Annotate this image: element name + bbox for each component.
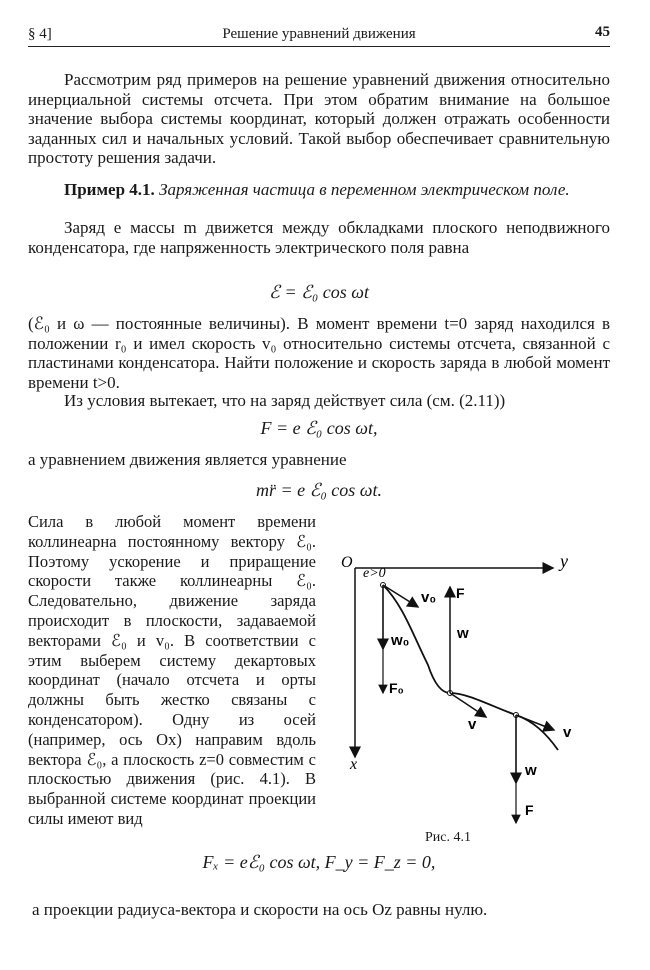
label-y: y [560, 551, 568, 571]
vector-v0 [383, 585, 418, 607]
equation-force: F = e ℰ₀ cos ωt, [260, 418, 378, 438]
page-header [28, 24, 610, 47]
figure-caption: Рис. 4.1 [425, 830, 471, 845]
example-heading [28, 180, 610, 200]
example-title: Заряженная частица в переменном электрическом поле. [159, 180, 570, 199]
paragraph-closing: а проекции радиуса-вектора и скорости на ось Oz равны нулю. [32, 900, 488, 919]
figure-4-1 [328, 545, 588, 840]
paragraph-force: Из условия вытекает, что на заряд действует сила (см. (2.11)) [64, 391, 506, 410]
equation-field: ℰ = ℰ₀ cos ωt [269, 282, 369, 302]
label-charge: e>0 [363, 566, 386, 581]
equation-motion: mr̈ = e ℰ₀ cos ωt. [256, 480, 382, 500]
label-F0: F₀ [389, 680, 404, 696]
running-title: Решение уравнений движения [222, 26, 416, 42]
label-F-low: F [525, 802, 534, 818]
equation-projections: Fₓ = eℰ₀ cos ωt, F_y = F_z = 0, [202, 852, 436, 872]
section-number: § 4] [28, 26, 52, 42]
label-w-mid: w [457, 625, 469, 642]
paragraph-conditions: (ℰ₀ и ω — постоянные величины). В момент времени t=0 заряд находился в положении r₀ и имел скорость v₀ относительно системы отсчета, связанной с пластинами конденсатора. Найти положение и скорость заряда в любой момент времени t>0. [28, 314, 610, 392]
example-label: Пример 4.1. [64, 180, 155, 199]
label-v-right: v [563, 724, 572, 741]
paragraph-analysis: Сила в любой момент времени коллинеарна постоянному вектору ℰ₀. Поэтому ускорение и приращение скорости также коллинеарны ℰ₀. Следовательно, движение заряда происходит в плоскости, задаваемой векторами ℰ₀ и v₀. В соответствии с этим выберем систему декартовых координат (начало отсчета и орты должны быть жестко связаны с конденсатором). Одну из осей (например, ось Ox) направим вдоль вектора ℰ₀, а плоскость z=0 совместим с плоскостью движения (рис. 4.1). В выбранной системе координат проекции силы имеют вид [28, 512, 316, 828]
vector-v-right [516, 715, 554, 730]
paragraph-motion: а уравнением движения является уравнение [28, 450, 347, 469]
label-v0: v₀ [421, 589, 437, 606]
label-v-mid: v [468, 716, 477, 733]
page-number: 45 [595, 24, 610, 40]
label-w0: w₀ [391, 632, 410, 649]
label-origin: O [341, 554, 353, 571]
label-w-low: w [525, 762, 537, 779]
label-F-up: F [456, 585, 465, 601]
label-x: x [350, 756, 358, 773]
paragraph-intro: Рассмотрим ряд примеров на решение уравнений движения относительно инерциальной системы отсчета. При этом обратим внимание на большое значение выбора системы координат, который должен отражать особенности заданных сил и начальных условий. Такой выбор обеспечивает сравнительную простоту решения задачи. [28, 70, 610, 168]
paragraph-problem: Заряд e массы m движется между обкладками плоского неподвижного конденсатора, где напряженность электрического поля равна [28, 218, 610, 257]
